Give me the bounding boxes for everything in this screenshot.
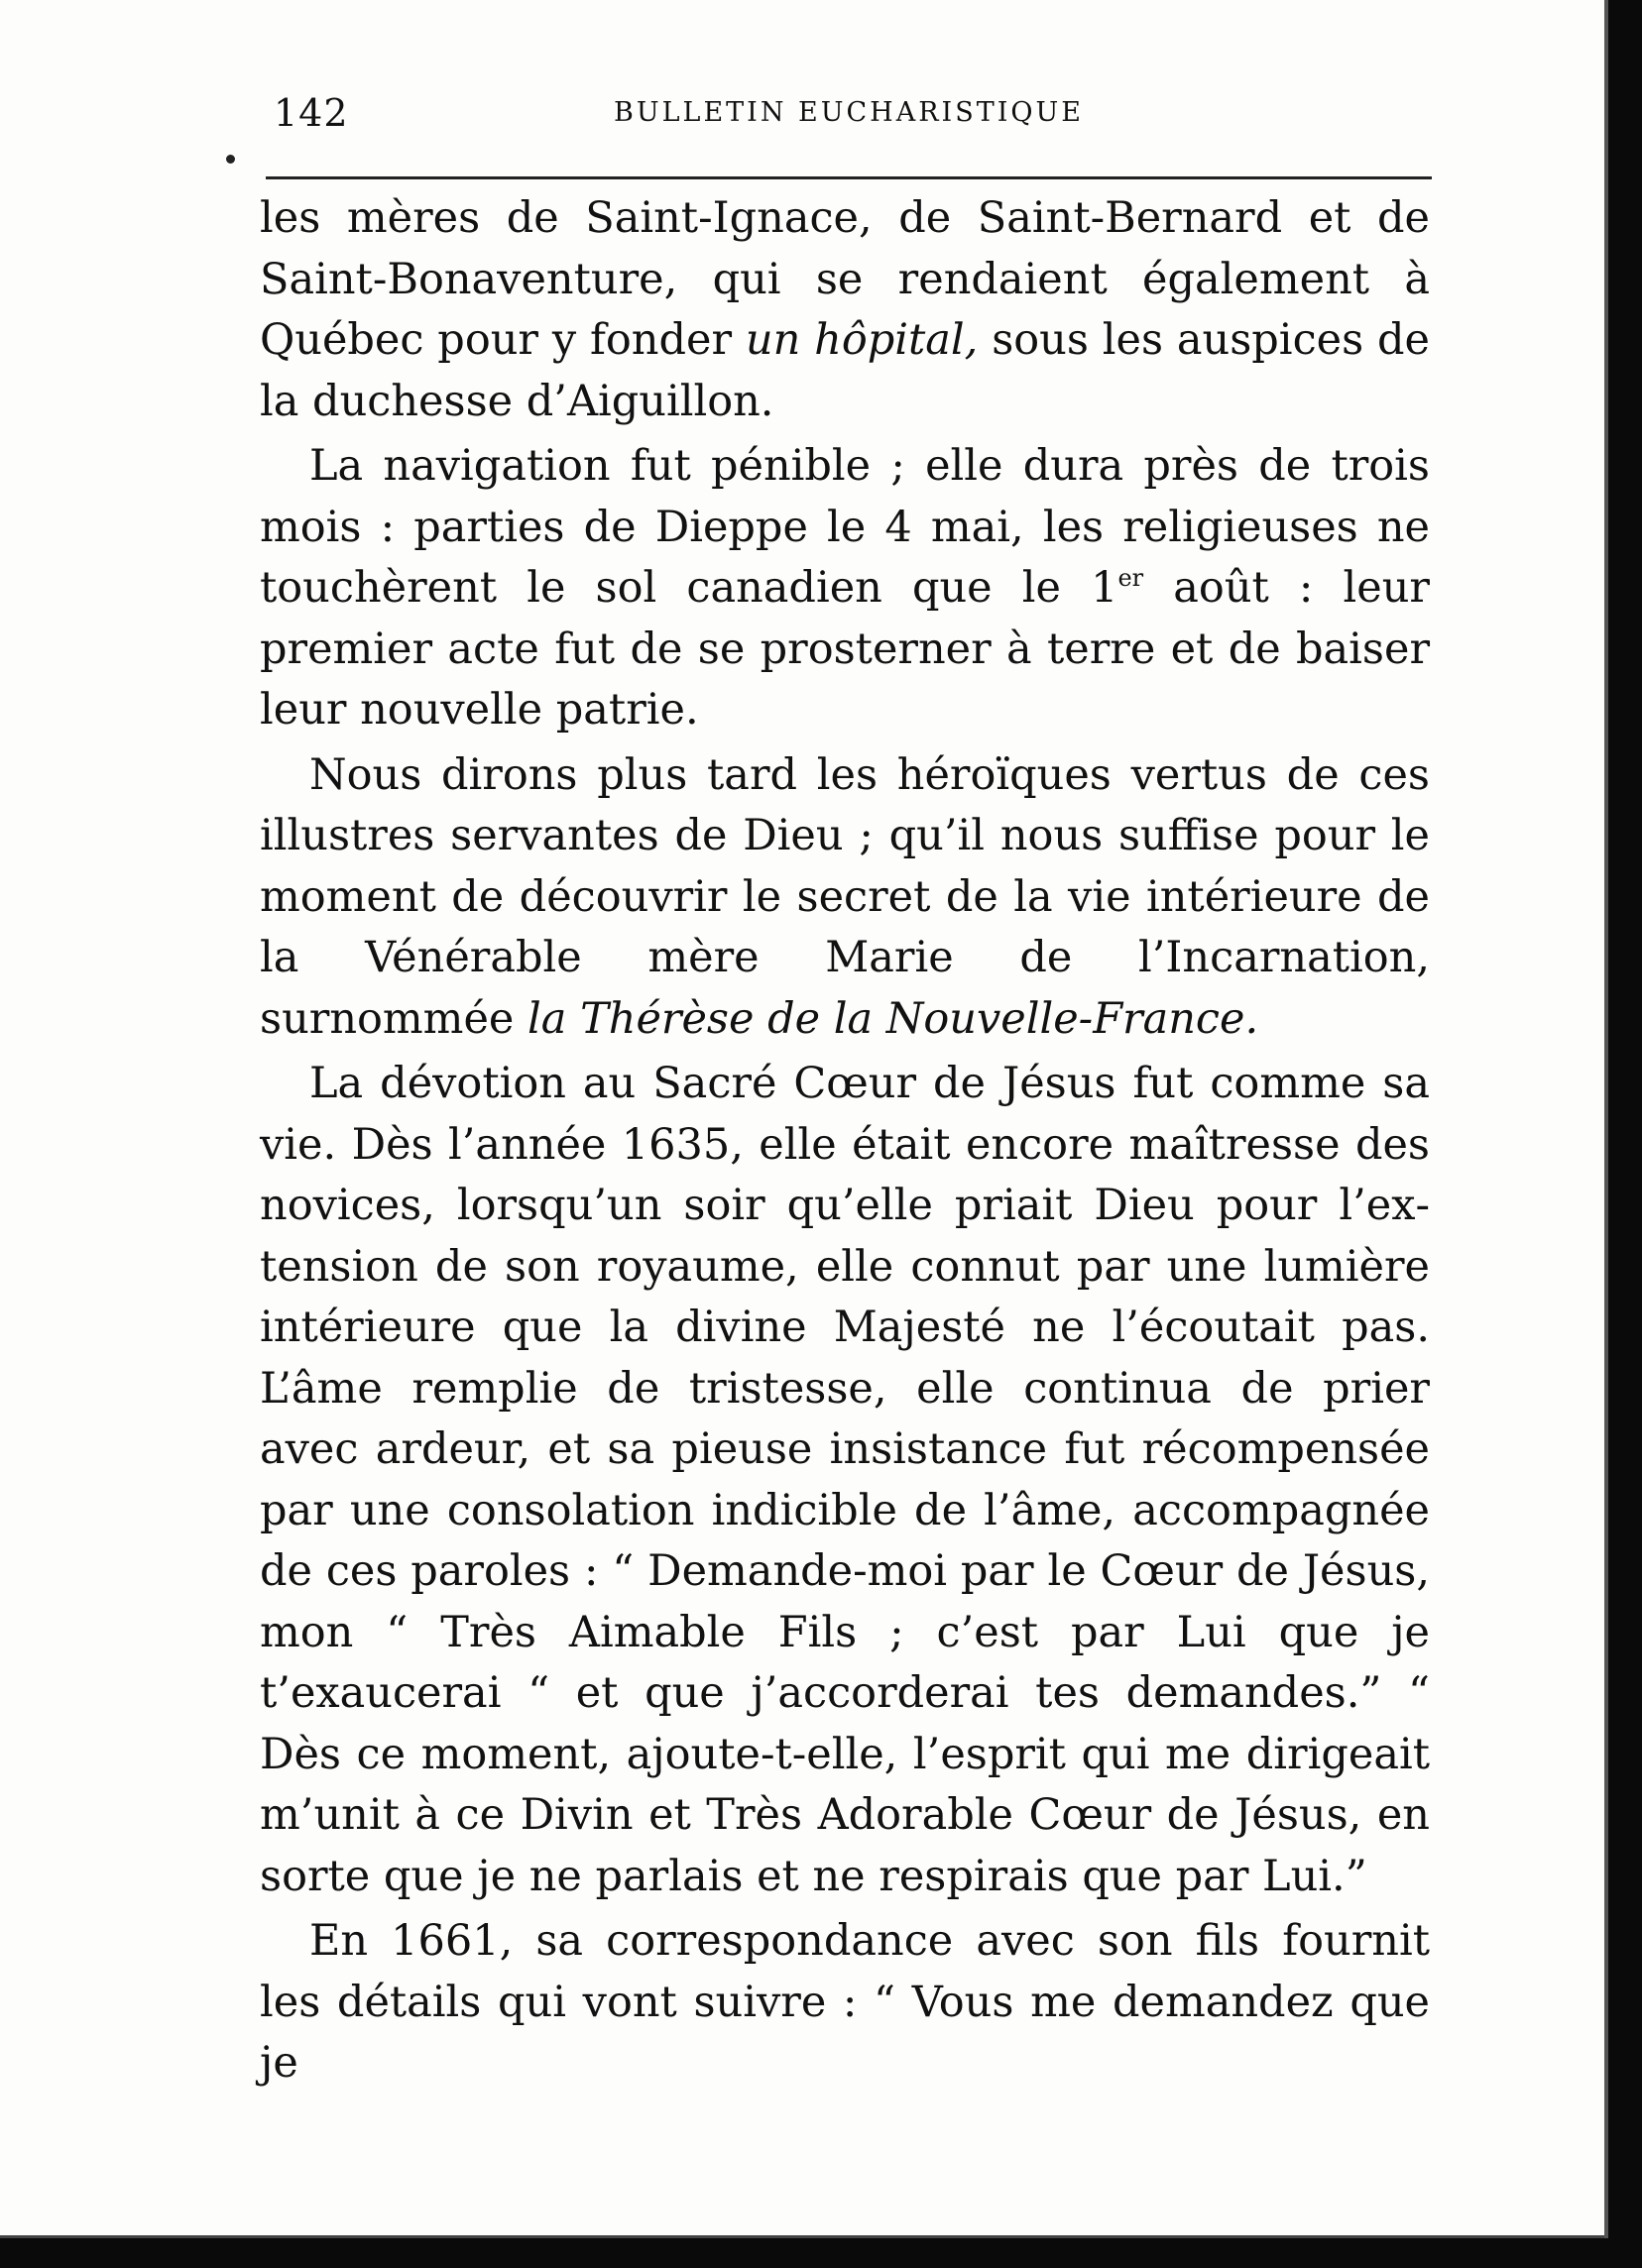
paragraph-2-superscript: er bbox=[1117, 564, 1144, 592]
header-rule bbox=[266, 176, 1432, 179]
paragraph-4 bbox=[260, 1054, 1430, 1907]
paragraph-2-text-a: La navigation fut pénible ; elle dura près de trois mois : parties de Dieppe le 4 mai, les religieuses ne touchèrent le sol canadien que le 1 bbox=[260, 441, 1430, 613]
scan-border-right bbox=[1608, 0, 1642, 2268]
paragraph-3-italic: la Thérèse de la Nouvelle-France. bbox=[528, 993, 1259, 1044]
paragraph-1-text: les mères de Saint-Ignace, de Saint-Bernard et de Saint-Bonaventure, qui se rendaient également à Québec pour y fonder bbox=[260, 193, 1430, 365]
paragraph-3 bbox=[260, 745, 1430, 1051]
page-header bbox=[268, 91, 1430, 141]
paragraph-1 bbox=[260, 188, 1430, 432]
paragraph-2-text-b: août : leur premier acte fut de se prosterner à terre et de baiser leur nouvelle patrie. bbox=[260, 563, 1430, 735]
scan-border-bottom bbox=[0, 2238, 1642, 2268]
margin-speck bbox=[226, 155, 235, 164]
running-title: BULLETIN EUCHARISTIQUE bbox=[614, 97, 1084, 128]
page-number: 142 bbox=[274, 91, 349, 135]
body-text bbox=[260, 188, 1430, 2098]
paragraph-5 bbox=[260, 1911, 1430, 2095]
paragraph-5-text: En 1661, sa correspondance avec son fils fournit les détails qui vont suivre : “ Vous me demandez que je bbox=[260, 1916, 1430, 2088]
paragraph-4-text: La dévotion au Sacré Cœur de Jésus fut comme sa vie. Dès l’année 1635, elle était encore maîtresse des novices, lorsqu’un soir qu’elle priait Dieu pour l’extension de son royaume, elle connut par une lumière intérieure que la divine Majesté ne l’écoutait pas. L’âme remplie de tristesse, elle continua de prier avec ardeur, et sa pieuse insistance fut récompensée par une consolation indicible de l’âme, accompagnée de ces paroles : “ Demande-moi par le Cœur de Jésus, mon “ Très Aimable Fils ; c’est par Lui que je t’exaucerai “ et que j’accorderai tes demandes.” “ Dès ce moment, ajoute-t-elle, l’esprit qui me dirigeait m’unit à ce Divin et Très Adorable Cœur de Jésus, en sorte que je ne parlais et ne respirais que par Lui.” bbox=[260, 1059, 1430, 1901]
paragraph-1-end: sous les auspices de la duchesse d’Aiguillon. bbox=[260, 315, 1430, 426]
paragraph-3-text: Nous dirons plus tard les héroïques vertus de ces illustres servantes de Dieu ; qu’il nous suffise pour le moment de découvrir le secret de la vie intérieure de la Vénérable mère Marie de l’Incarnation, surnommée bbox=[260, 749, 1430, 1044]
paragraph-1-italic: un hôpital, bbox=[745, 315, 979, 365]
paragraph-2 bbox=[260, 436, 1430, 741]
